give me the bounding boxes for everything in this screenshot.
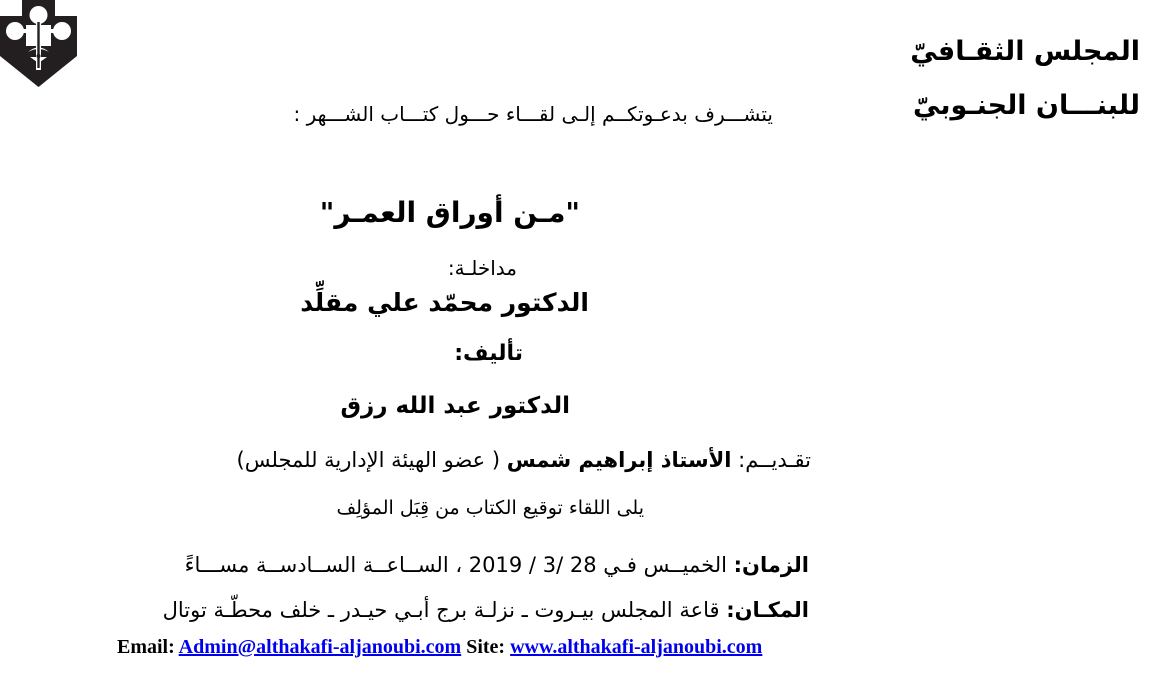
organization-name-line1: المجلس الثقـافيّ <box>910 36 1140 67</box>
council-emblem-icon <box>0 0 77 87</box>
time-label: الزمان: <box>733 553 809 577</box>
place-value: قاعة المجلس بيـروت ـ نزلـة برج أبـي حيـدر ـ خلف محطّـة توتال <box>162 598 727 622</box>
presenter-label: تقـديــم: <box>731 448 811 472</box>
time-value: الخميــس فـي 28 /3 / 2019 ، الســاعــة الســادســة مســـاءً <box>184 553 734 577</box>
website-link[interactable]: www.althakafi-aljanoubi.com <box>510 636 763 658</box>
event-time <box>185 553 809 577</box>
event-place <box>163 598 809 622</box>
email-link[interactable]: Admin@althakafi-aljanoubi.com <box>178 636 462 658</box>
author-name: الدكتور عبد الله رزق <box>340 393 570 419</box>
signing-note: يلى اللقاء توقيع الكتاب من قِبَل المؤلِف <box>336 497 644 519</box>
contact-line <box>117 636 762 659</box>
author-label: تأليف: <box>454 341 523 366</box>
intervention-label: مداخلـة: <box>447 256 517 280</box>
site-label: Site: <box>461 636 511 658</box>
presenter-name: الأستاذ إبراهيم شمس <box>506 448 732 472</box>
book-title: "مـن أوراق العمـر" <box>319 196 580 229</box>
presenter-line <box>237 448 811 472</box>
invitation-intro: يتشـــرف بدعـوتكــم إلـى لقـــاء حـــول كتـــاب الشـــهر : <box>293 102 773 126</box>
speaker-name: الدكتور محمّد علي مقلِّد <box>300 288 589 317</box>
place-label: المكـان: <box>726 598 809 622</box>
presenter-role: ( عضو الهيئة الإدارية للمجلس) <box>236 448 507 472</box>
organization-name-line2: للبنـــان الجنـوبيّ <box>913 90 1140 121</box>
email-label: Email: <box>117 636 179 658</box>
